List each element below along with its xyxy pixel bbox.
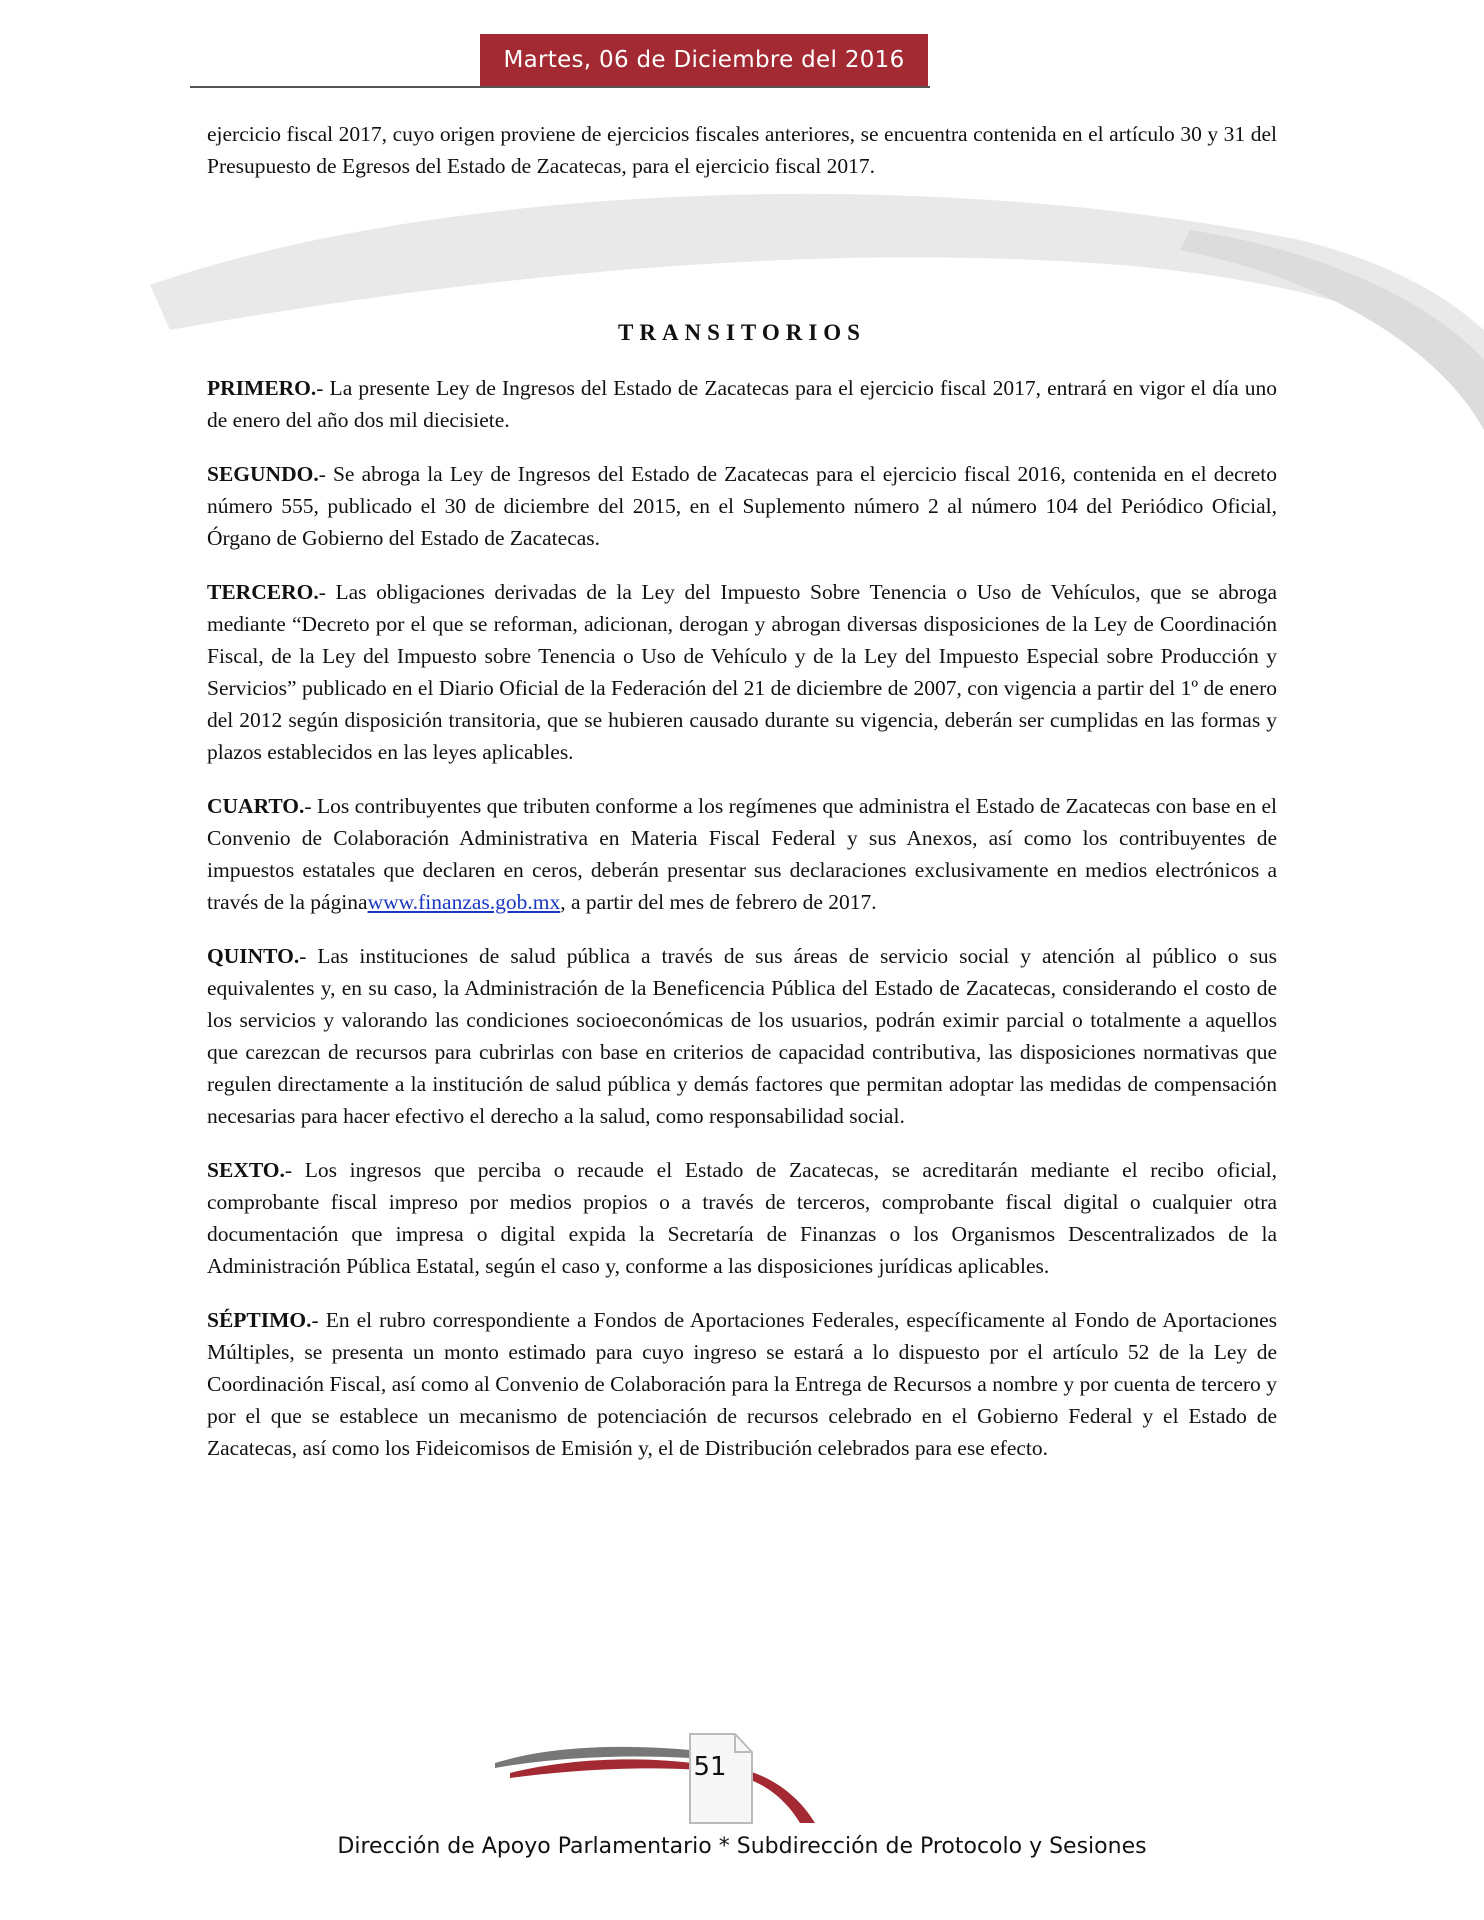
article-text: - Los contribuyentes que tributen conforme a los regímenes que administra el Estado de Zacatecas con base en el Convenio de Colaboración Administrativa en Materia Fiscal Federal y sus Anexos, así como los contribuyentes de impuestos estatales que declaren en ceros, deberán presentar sus declaraciones exclusivamente en medios electrónicos a través de la página: [207, 794, 1277, 914]
article-text: - Las obligaciones derivadas de la Ley del Impuesto Sobre Tenencia o Uso de Vehículos, que se abroga mediante “Decreto por el que se reforman, adicionan, derogan y abrogan diversas disposiciones de la Ley de Coordinación Fiscal, de la Ley del Impuesto sobre Tenencia o Uso de Vehículo y de la Ley del Impuesto Especial sobre Producción y Servicios” publicado en el Diario Oficial de la Federación del 21 de diciembre de 2007, con vigencia a partir del 1º de enero del 2012 según disposición transitoria, que se hubieren causado durante su vigencia, deberán ser cumplidas en las formas y plazos establecidos en las leyes aplicables.: [207, 580, 1277, 764]
article-tercero: [207, 576, 1277, 768]
article-label: SÉPTIMO.: [207, 1308, 312, 1332]
article-cuarto: [207, 790, 1277, 918]
article-label: PRIMERO.: [207, 376, 317, 400]
article-label: QUINTO.: [207, 944, 300, 968]
footer-text: Dirección de Apoyo Parlamentario * Subdirección de Protocolo y Sesiones: [337, 1834, 1147, 1859]
article-quinto: [207, 940, 1277, 1132]
article-septimo: [207, 1304, 1277, 1464]
article-label: TERCERO.: [207, 580, 319, 604]
article-text: - Las instituciones de salud pública a través de sus áreas de servicio social y atención al público o sus equivalentes y, en su caso, la Administración de la Beneficencia Pública del Estado de Zacatecas, considerando el costo de los servicios y valorando las condiciones socioeconómicas de los usuarios, podrán eximir parcial o totalmente a aquellos que carezcan de recursos para cubrirlas con base en criterios de capacidad contributiva, las disposiciones normativas que regulen directamente a la institución de salud pública y demás factores que permitan adoptar las medidas de compensación necesarias para hacer efectivo el derecho a la salud, como responsabilidad social.: [207, 944, 1277, 1128]
article-segundo: [207, 458, 1277, 554]
article-text: - Los ingresos que perciba o recaude el Estado de Zacatecas, se acreditarán mediante el recibo oficial, comprobante fiscal impreso por medios propios o a través de terceros, comprobante fiscal digital o cualquier otra documentación que impresa o digital expida la Secretaría de Finanzas o los Organismos Descentralizados de la Administración Pública Estatal, según el caso y, conforme a las disposiciones jurídicas aplicables.: [207, 1158, 1277, 1278]
article-sexto: [207, 1154, 1277, 1282]
article-text-after: , a partir del mes de febrero de 2017.: [560, 890, 877, 914]
article-text: - La presente Ley de Ingresos del Estado de Zacatecas para el ejercicio fiscal 2017, entrará en vigor el día uno de enero del año dos mil diecisiete.: [207, 376, 1277, 432]
date-banner: Martes, 06 de Diciembre del 2016: [480, 34, 928, 86]
article-text: - Se abroga la Ley de Ingresos del Estado de Zacatecas para el ejercicio fiscal 2016, contenida en el decreto número 555, publicado el 30 de diciembre del 2015, en el Suplemento número 2 al número 104 del Periódico Oficial, Órgano de Gobierno del Estado de Zacatecas.: [207, 462, 1277, 550]
article-text: - En el rubro correspondiente a Fondos de Aportaciones Federales, específicamente al Fondo de Aportaciones Múltiples, se presenta un monto estimado para cuyo ingreso se estará a lo dispuesto por el artículo 52 de la Ley de Coordinación Fiscal, así como al Convenio de Colaboración para la Entrega de Recursos a nombre y por cuenta de tercero y por el que se establece un mecanismo de potenciación de recursos celebrado en el Gobierno Federal y el Estado de Zacatecas, así como los Fideicomisos de Emisión y, el de Distribución celebrados para ese efecto.: [207, 1308, 1277, 1460]
footer-logo: [490, 1728, 830, 1828]
page-number: 51: [693, 1752, 727, 1782]
article-label: SEGUNDO.: [207, 462, 319, 486]
finanzas-link[interactable]: www.finanzas.gob.mx: [367, 890, 561, 914]
header-rule: [190, 86, 930, 88]
spacer: [207, 204, 1277, 372]
document-body: [207, 118, 1277, 1486]
intro-paragraph: ejercicio fiscal 2017, cuyo origen proviene de ejercicios fiscales anteriores, se encuentra contenida en el artículo 30 y 31 del Presupuesto de Egresos del Estado de Zacatecas, para el ejercicio fiscal 2017.: [207, 122, 1277, 178]
article-label: SEXTO.: [207, 1158, 285, 1182]
section-heading: TRANSITORIOS: [618, 320, 866, 345]
article-label: CUARTO.: [207, 794, 305, 818]
article-primero: [207, 372, 1277, 436]
